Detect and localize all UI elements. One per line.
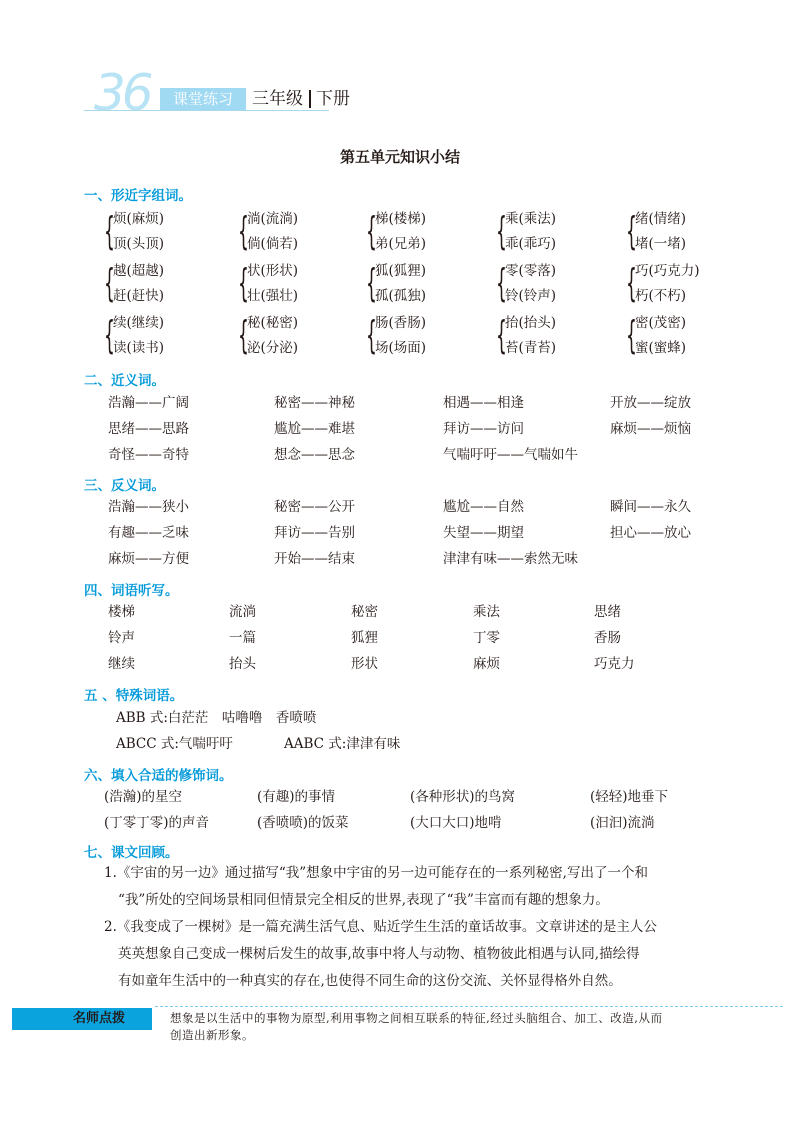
section-title-7: 七、课文回顾。 <box>84 845 179 861</box>
char-word-bottom: 孤(孤独) <box>375 288 427 304</box>
char-word-bottom: 乖(乖巧) <box>505 236 557 252</box>
brace-icon: { <box>626 261 637 305</box>
synonym-pair: 气喘吁吁——气喘如牛 <box>443 447 578 463</box>
synonym-pair: 麻烦——烦恼 <box>610 421 691 437</box>
header-separator <box>309 90 311 108</box>
modifier-phrase: (轻轻)地垂下 <box>590 789 669 805</box>
section-title-4: 四、词语听写。 <box>84 583 179 599</box>
char-word-bottom: 朽(不朽) <box>635 288 687 304</box>
review-paragraph-1-line-1: 1.《宇宙的另一边》通过描写“我”想象中宇宙的另一边可能存在的一系列秘密,写出了一个和 <box>104 865 648 881</box>
review-paragraph-2-line-2: 英英想象自己变成一棵树后发生的故事,故事中将人与动物、植物彼此相遇与认同,描绘得 <box>118 946 640 962</box>
brace-icon: { <box>104 209 115 253</box>
brace-icon: { <box>238 261 249 305</box>
brace-icon: { <box>366 261 377 305</box>
brace-icon: { <box>366 313 377 357</box>
review-paragraph-1-line-2: “我”所处的空间场景相同但情景完全相反的世界,表现了“我”丰富而有趣的想象力。 <box>118 892 609 908</box>
synonym-pair: 拜访——访问 <box>443 421 524 437</box>
brace-icon: { <box>104 313 115 357</box>
brace-icon: { <box>366 209 377 253</box>
char-word-bottom: 堵(一堵) <box>635 236 687 252</box>
modifier-phrase: (汩汩)流淌 <box>590 815 655 831</box>
brace-icon: { <box>496 261 507 305</box>
synonym-pair: 思绪——思路 <box>108 421 189 437</box>
dictation-word: 香肠 <box>594 630 621 646</box>
abcc-words: ABCC 式:气喘吁吁 <box>116 736 233 752</box>
char-word-top: 状(形状) <box>247 263 299 279</box>
synonym-pair: 开放——绽放 <box>610 395 691 411</box>
review-paragraph-2-line-1: 2.《我变成了一棵树》是一篇充满生活气息、贴近学生生活的童话故事。文章讲述的是主人公 <box>104 919 657 935</box>
char-word-top: 密(茂密) <box>635 315 687 331</box>
tip-text <box>170 1010 770 1044</box>
dictation-word: 抬头 <box>229 656 256 672</box>
dictation-word: 巧克力 <box>594 656 635 672</box>
char-word-top: 抬(抬头) <box>505 315 557 331</box>
dictation-word: 楼梯 <box>108 604 135 620</box>
modifier-phrase: (有趣)的事情 <box>257 789 336 805</box>
char-word-top: 巧(巧克力) <box>635 263 700 279</box>
antonym-pair: 津津有味——索然无味 <box>443 551 578 567</box>
char-word-top: 烦(麻烦) <box>113 211 165 227</box>
char-word-top: 淌(流淌) <box>247 211 299 227</box>
dictation-word: 铃声 <box>108 630 135 646</box>
brace-icon: { <box>104 261 115 305</box>
char-word-bottom: 壮(强壮) <box>247 288 299 304</box>
section-title-6: 六、填入合适的修饰词。 <box>84 768 233 784</box>
modifier-phrase: (香喷喷)的饭菜 <box>257 815 349 831</box>
modifier-phrase: (大口大口)地啃 <box>410 815 502 831</box>
dictation-word: 丁零 <box>473 630 500 646</box>
brace-icon: { <box>238 313 249 357</box>
dictation-word: 流淌 <box>229 604 256 620</box>
dictation-word: 形状 <box>351 656 378 672</box>
dictation-word: 狐狸 <box>351 630 378 646</box>
dictation-word: 乘法 <box>473 604 500 620</box>
synonym-pair: 尴尬——难堪 <box>274 421 355 437</box>
char-word-bottom: 铃(铃声) <box>505 288 557 304</box>
dictation-word: 麻烦 <box>473 656 500 672</box>
brace-icon: { <box>626 209 637 253</box>
char-word-top: 肠(香肠) <box>375 315 427 331</box>
char-word-top: 绪(情绪) <box>635 211 687 227</box>
page-title: 第五单元知识小结 <box>339 148 460 166</box>
synonym-pair: 秘密——神秘 <box>274 395 355 411</box>
tip-divider <box>155 1006 783 1007</box>
dictation-word: 继续 <box>108 656 135 672</box>
antonym-pair: 浩瀚——狭小 <box>108 499 189 515</box>
antonym-pair: 秘密——公开 <box>274 499 355 515</box>
tip-label: 名师点拨 <box>73 1011 126 1026</box>
char-word-top: 零(零落) <box>505 263 557 279</box>
dictation-word: 一篇 <box>229 630 256 646</box>
dictation-word: 思绪 <box>594 604 621 620</box>
char-word-top: 秘(秘密) <box>247 315 299 331</box>
char-word-bottom: 泌(分泌) <box>247 340 299 356</box>
section-title-3: 三、反义词。 <box>84 478 165 494</box>
section-title-2: 二、近义词。 <box>84 373 165 389</box>
section-title-1: 一、形近字组词。 <box>84 188 192 204</box>
modifier-phrase: (浩瀚)的星空 <box>104 789 183 805</box>
antonym-pair: 失望——期望 <box>443 525 524 541</box>
tip-text-line-2: 创造出新形象。 <box>170 1028 254 1042</box>
section-title-5: 五 、特殊词语。 <box>84 688 184 704</box>
header-volume: 下册 <box>316 89 350 109</box>
antonym-pair: 拜访——告别 <box>274 525 355 541</box>
synonym-pair: 浩瀚——广阔 <box>108 395 189 411</box>
page-number: 36 <box>94 64 150 122</box>
synonym-pair: 奇怪——奇特 <box>108 447 189 463</box>
char-word-bottom: 赶(赶快) <box>113 288 165 304</box>
antonym-pair: 麻烦——方便 <box>108 551 189 567</box>
char-word-bottom: 苔(青苔) <box>505 340 557 356</box>
antonym-pair: 开始——结束 <box>274 551 355 567</box>
brace-icon: { <box>626 313 637 357</box>
antonym-pair: 瞬间——永久 <box>610 499 691 515</box>
antonym-pair: 有趣——乏味 <box>108 525 189 541</box>
header-grade: 三年级 <box>252 89 303 109</box>
review-paragraph-2-line-3: 有如童年生活中的一种真实的存在,也使得不同生命的这份交流、关怀显得格外自然。 <box>118 973 622 989</box>
char-word-top: 狐(狐狸) <box>375 263 427 279</box>
char-word-top: 梯(楼梯) <box>375 211 427 227</box>
char-word-bottom: 倘(倘若) <box>247 236 299 252</box>
char-word-top: 越(超越) <box>113 263 165 279</box>
antonym-pair: 尴尬——自然 <box>443 499 524 515</box>
brace-icon: { <box>238 209 249 253</box>
antonym-pair: 担心——放心 <box>610 525 691 541</box>
char-word-bottom: 蜜(蜜蜂) <box>635 340 687 356</box>
char-word-bottom: 场(场面) <box>375 340 427 356</box>
abb-words: ABB 式:白茫茫 咕噜噜 香喷喷 <box>116 710 317 726</box>
synonym-pair: 想念——思念 <box>274 447 355 463</box>
char-word-top: 乘(乘法) <box>505 211 557 227</box>
char-word-bottom: 弟(兄弟) <box>375 236 427 252</box>
dictation-word: 秘密 <box>351 604 378 620</box>
aabc-words: AABC 式:津津有味 <box>284 736 401 752</box>
modifier-phrase: (丁零丁零)的声音 <box>104 815 210 831</box>
header-tag: 课堂练习 <box>160 88 246 110</box>
brace-icon: { <box>496 313 507 357</box>
modifier-phrase: (各种形状)的鸟窝 <box>410 789 516 805</box>
tip-text-line-1: 想象是以生活中的事物为原型,利用事物之间相互联系的特征,经过头脑组合、加工、改造,从而 <box>170 1011 663 1025</box>
char-word-bottom: 读(读书) <box>113 340 165 356</box>
char-word-top: 续(继续) <box>113 315 165 331</box>
brace-icon: { <box>496 209 507 253</box>
char-word-bottom: 顶(头顶) <box>113 236 165 252</box>
synonym-pair: 相遇——相逢 <box>443 395 524 411</box>
